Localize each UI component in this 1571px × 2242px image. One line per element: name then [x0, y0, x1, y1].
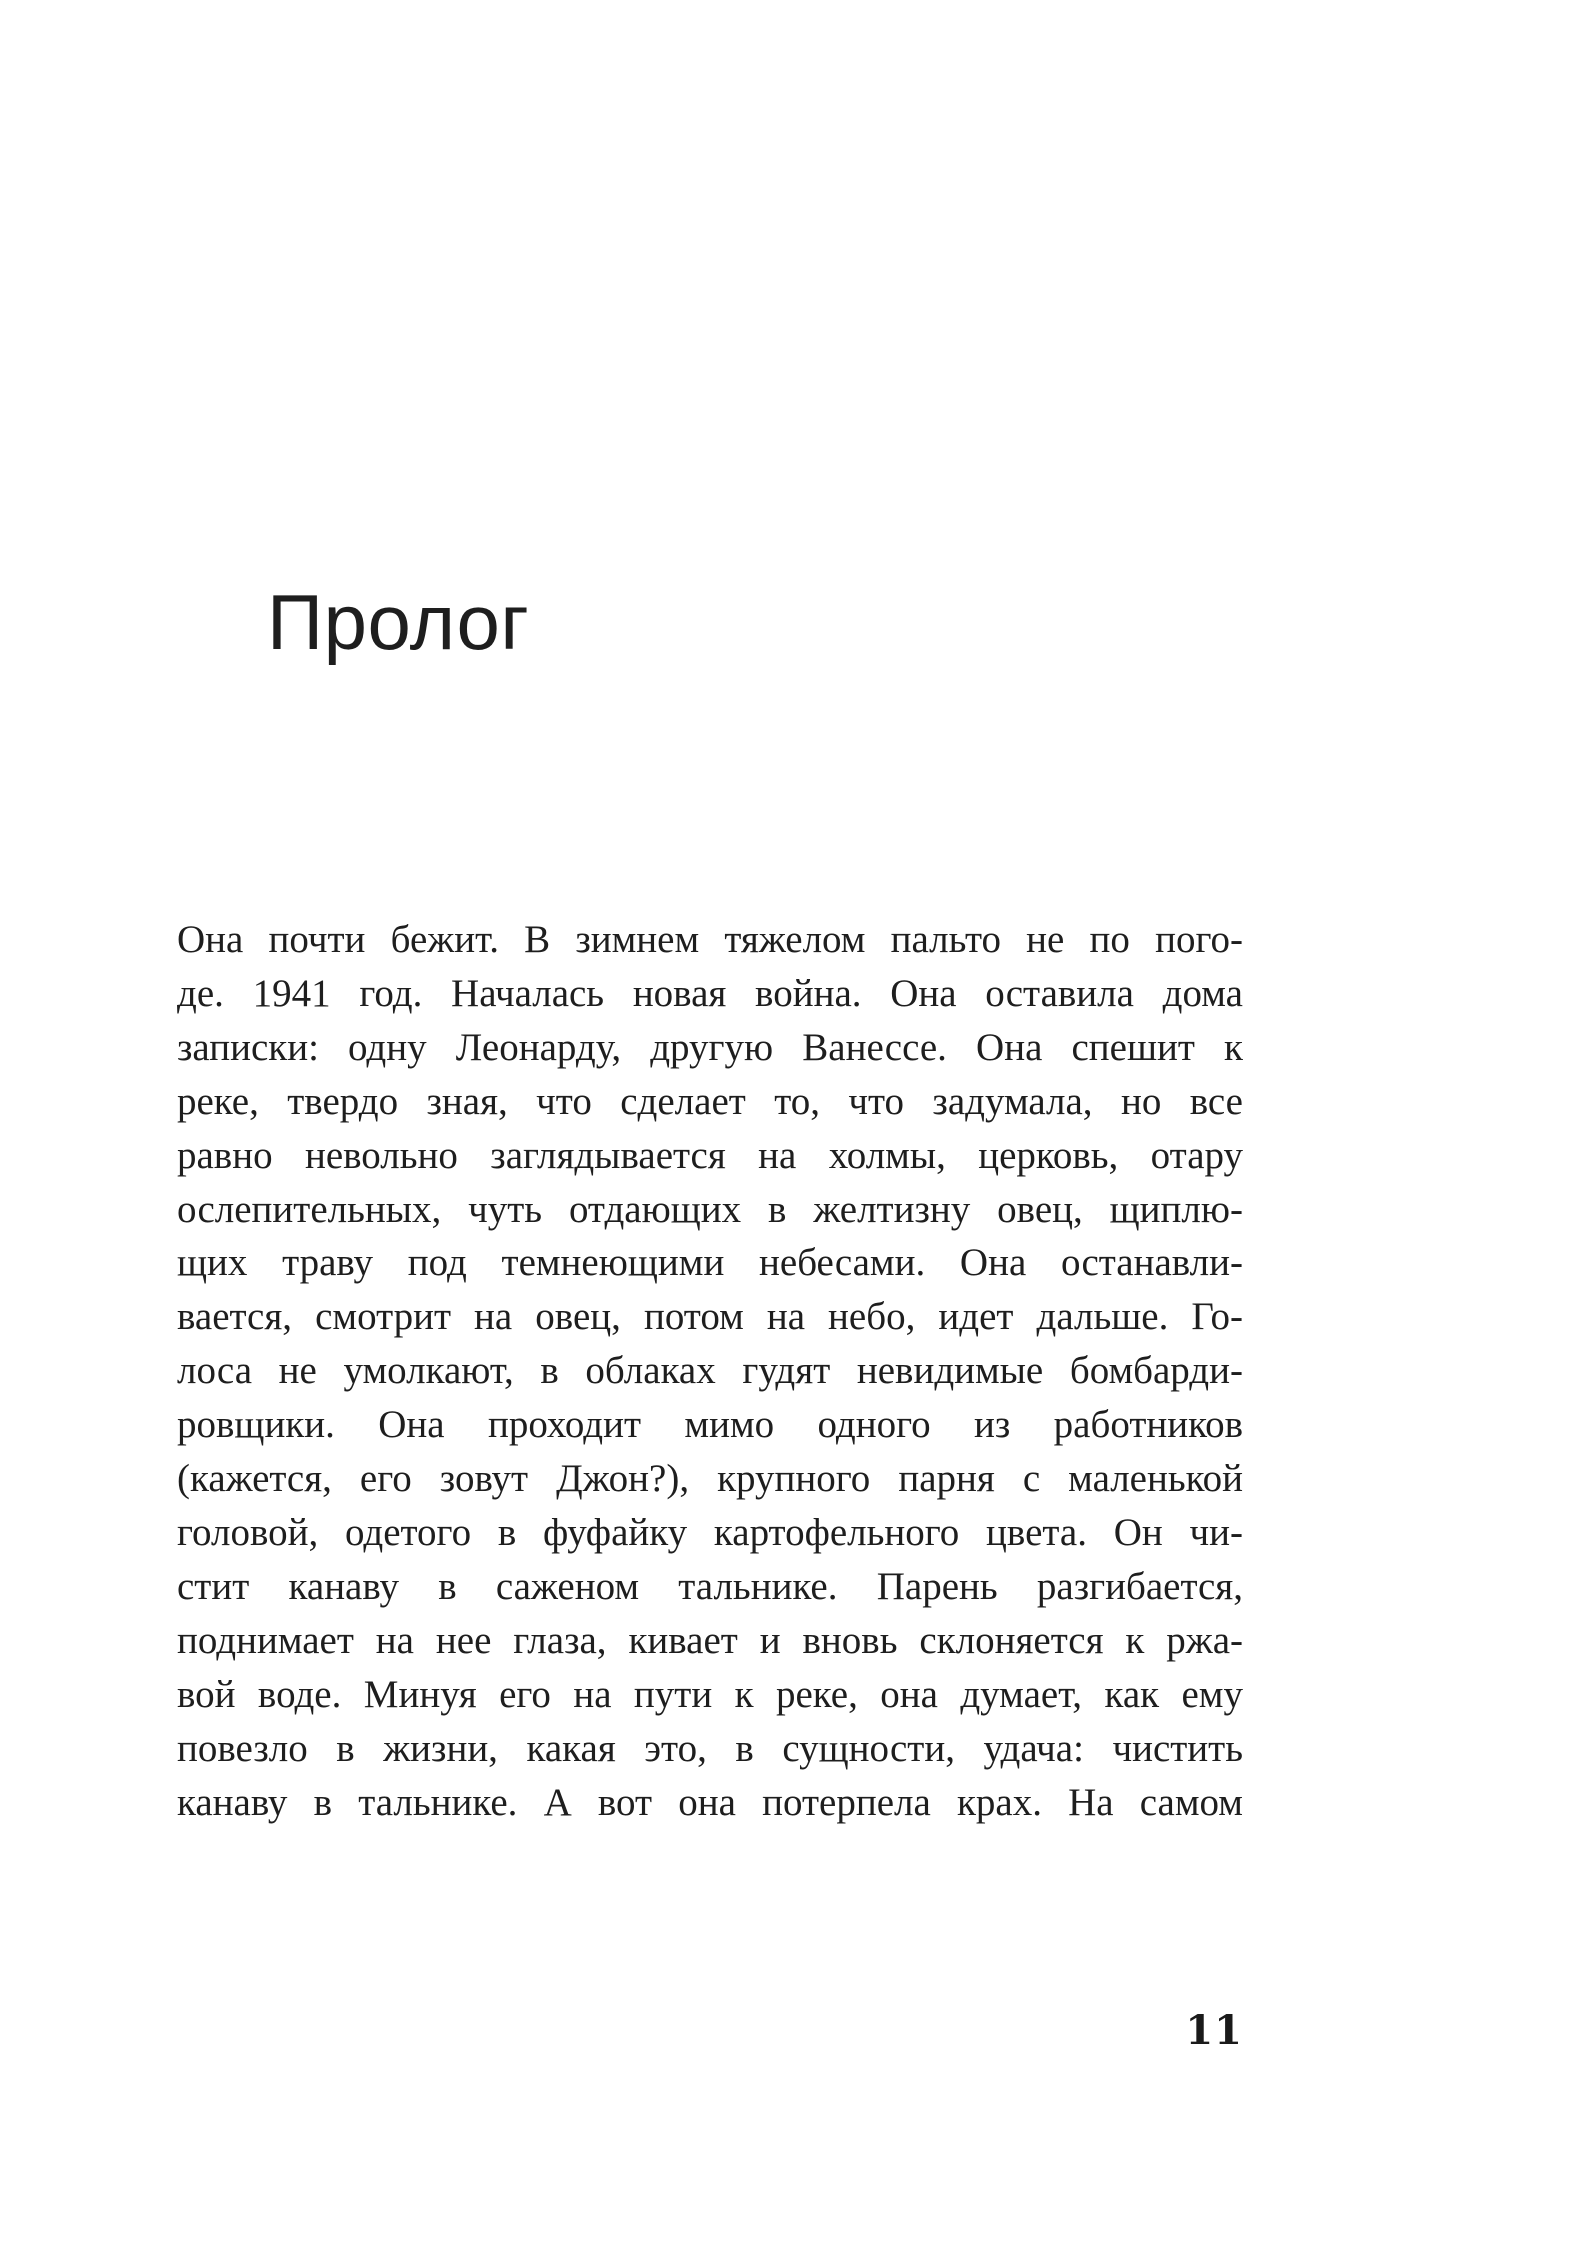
prologue-paragraph	[177, 913, 1243, 1829]
text-line: повезло в жизни, какая это, в сущности, удача: чистить	[177, 1726, 1243, 1770]
text-line: реке, твердо зная, что сделает то, что задумала, но все	[177, 1079, 1243, 1123]
text-line: равно невольно заглядывается на холмы, церковь, отару	[177, 1133, 1243, 1177]
text-line: вой воде. Минуя его на пути к реке, она думает, как ему	[177, 1672, 1243, 1716]
text-line: щих траву под темнеющими небесами. Она останавли-	[177, 1241, 1243, 1285]
text-line: головой, одетого в фуфайку картофельного цвета. Он чи-	[177, 1510, 1243, 1554]
text-line: (кажется, его зовут Джон?), крупного парня с маленькой	[177, 1457, 1243, 1501]
text-line: записки: одну Леонарду, другую Ванессе. Она спешит к	[177, 1025, 1243, 1069]
text-line: Она почти бежит. В зимнем тяжелом пальто не по пого-	[177, 918, 1243, 961]
text-line: стит канаву в саженом тальнике. Парень разгибается,	[177, 1564, 1243, 1608]
text-line: канаву в тальнике. А вот она потерпела крах. На самом	[177, 1780, 1243, 1824]
page-number: 11	[1185, 2007, 1243, 2054]
text-line: лоса не умолкают, в облаках гудят невидимые бомбарди-	[177, 1349, 1243, 1393]
text-line: ослепительных, чуть отдающих в желтизну овец, щиплю-	[177, 1187, 1243, 1231]
text-line: поднимает на нее глаза, кивает и вновь склоняется к ржа-	[177, 1618, 1243, 1662]
chapter-title: Пролог	[267, 578, 530, 666]
text-line: ровщики. Она проходит мимо одного из работников	[177, 1403, 1243, 1447]
text-line: де. 1941 год. Началась новая война. Она оставила дома	[177, 971, 1243, 1015]
text-line: вается, смотрит на овец, потом на небо, идет дальше. Го-	[177, 1295, 1243, 1339]
